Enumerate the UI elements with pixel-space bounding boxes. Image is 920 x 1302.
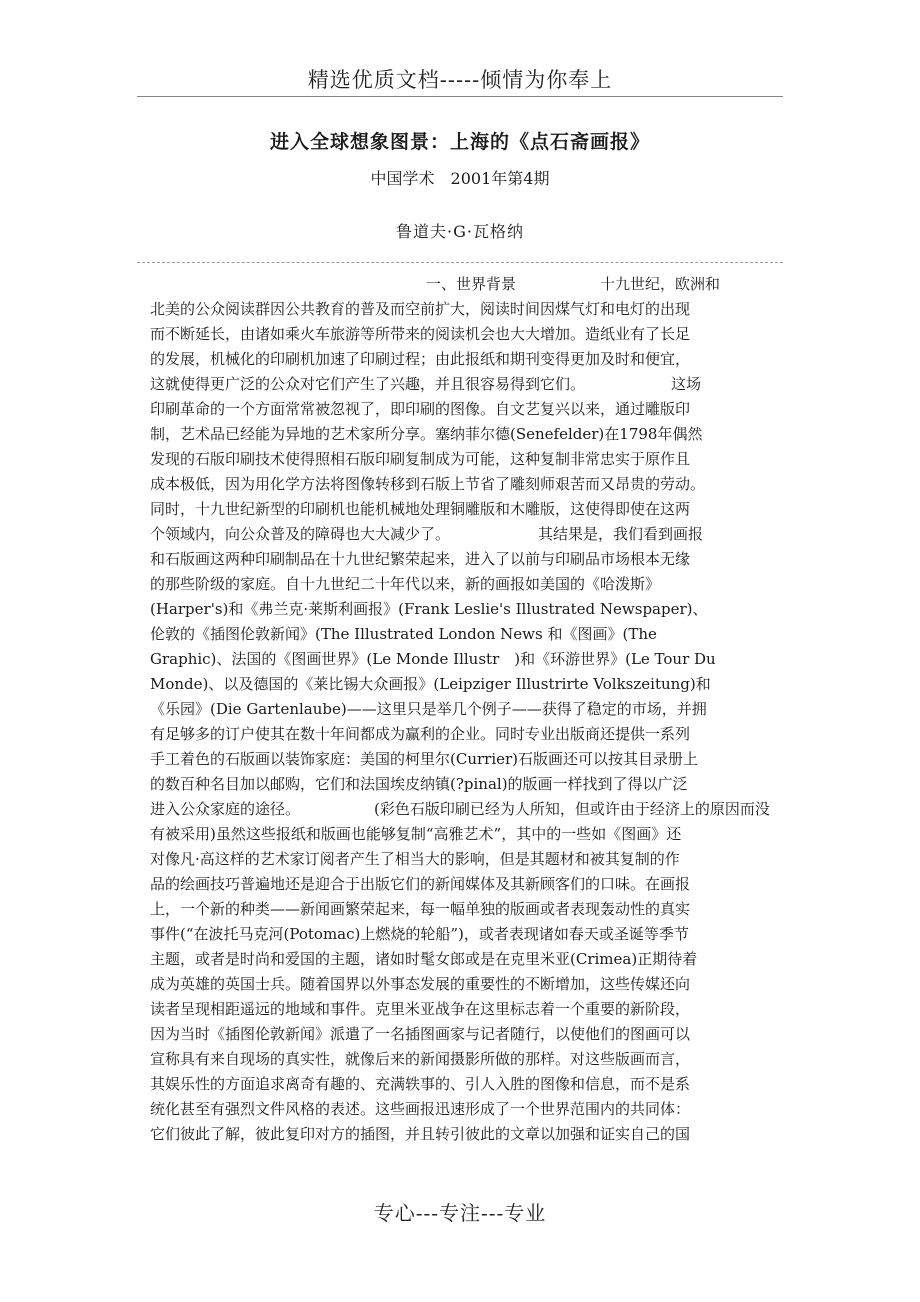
- article-source: 中国学术 2001年第4期: [370, 169, 550, 188]
- body-line: 的数百种名目加以邮购，它们和法国埃皮纳镇(?pinal)的版画一样找到了得以广泛: [150, 775, 688, 793]
- header-divider: [137, 96, 783, 97]
- body-line: Monde)、以及德国的《莱比锡大众画报》(Leipziger Illustrirte Volkszeitung)和: [150, 675, 711, 693]
- paragraph-start: 十九世纪，欧洲和: [600, 275, 721, 293]
- body-line: 统化甚至有强烈文件风格的表述。这些画报迅速形成了一个世界范围内的共同体：: [150, 1100, 691, 1118]
- body-line: 因为当时《插图伦敦新闻》派遣了一名插图画家与记者随行，以使他们的图画可以: [150, 1025, 691, 1043]
- body-line: 其娱乐性的方面追求离奇有趣的、充满轶事的、引人入胜的图像和信息，而不是系: [150, 1075, 691, 1093]
- body-line: 上，一个新的种类——新闻画繁荣起来，每一幅单独的版画或者表现轰动性的真实: [150, 900, 691, 918]
- page-header: 精选优质文档-----倾情为你奉上: [307, 68, 613, 92]
- article-author: 鲁道夫·G·瓦格纳: [396, 222, 524, 241]
- body-line: 品的绘画技巧普遍地还是迎合于出版它们的新闻媒体及其新顾客们的口味。在画报: [150, 875, 691, 893]
- body-line: 北美的公众阅读群因公共教育的普及而空前扩大，阅读时间因煤气灯和电灯的出现: [150, 300, 691, 318]
- body-line: 同时，十九世纪新型的印刷机也能机械地处理铜雕版和木雕版，这使得即使在这两: [150, 500, 691, 518]
- article-title: 进入全球想象图景：上海的《点石斋画报》: [269, 131, 650, 153]
- body-line: 读者呈现相距遥远的地域和事件。克里米亚战争在这里标志着一个重要的新阶段，: [150, 1000, 691, 1018]
- body-line: 和石版画这两种印刷制品在十九世纪繁荣起来，进入了以前与印刷品市场根本无缘: [150, 550, 691, 568]
- body-line: 对像凡·高这样的艺术家订阅者产生了相当大的影响，但是其题材和被其复制的作: [150, 850, 680, 868]
- article-body: [150, 272, 770, 1147]
- body-line: 的发展，机械化的印刷机加速了印刷过程；由此报纸和期刊变得更加及时和便宜，: [150, 350, 691, 368]
- body-line: 手工着色的石版画以装饰家庭：美国的柯里尔(Currier)石版画还可以按其目录册上: [150, 750, 699, 768]
- body-line: [150, 272, 770, 297]
- body-line: 进入公众家庭的途径。 (彩色石版印刷已经为人所知，但或许由于经济上的原因而没: [150, 800, 770, 818]
- body-line: 这就使得更广泛的公众对它们产生了兴趣，并且很容易得到它们。 这场: [150, 375, 702, 393]
- body-line: 伦敦的《插图伦敦新闻》(The Illustrated London News 和《图画》(The: [150, 625, 657, 643]
- body-line: 制，艺术品已经能为异地的艺术家所分享。塞纳菲尔德(Senefelder)在1798年偶然: [150, 425, 703, 443]
- body-line: 成为英雄的英国士兵。随着国界以外事态发展的重要性的不断增加，这些传媒还向: [150, 975, 691, 993]
- body-line: 有足够多的订户使其在数十年间都成为赢利的企业。同时专业出版商还提供一系列: [150, 725, 691, 743]
- body-line: 有被采用)虽然这些报纸和版画也能够复制“高雅艺术”，其中的一些如《图画》还: [150, 825, 682, 843]
- body-line: 它们彼此了解，彼此复印对方的插图，并且转引彼此的文章以加强和证实自己的国: [150, 1125, 691, 1143]
- title-divider: [137, 262, 783, 263]
- body-line: 个领域内，向公众普及的障碍也大大减少了。 其结果是，我们看到画报: [150, 525, 704, 543]
- body-line: 发现的石版印刷技术使得照相石版印刷复制成为可能，这种复制非常忠实于原作且: [150, 450, 691, 468]
- body-line: (Harper's)和《弗兰克·莱斯利画报》(Frank Leslie's Illustrated Newspaper)、: [150, 600, 708, 618]
- body-line: 宣称具有来自现场的真实性，就像后来的新闻摄影所做的那样。对这些版画而言，: [150, 1050, 691, 1068]
- body-line: 的那些阶级的家庭。自十九世纪二十年代以来，新的画报如美国的《哈泼斯》: [150, 575, 661, 593]
- body-line: 成本极低，因为用化学方法将图像转移到石版上节省了雕刻师艰苦而又昂贵的劳动。: [150, 475, 706, 493]
- section-heading: 一、世界背景: [426, 275, 517, 293]
- body-line: 《乐园》(Die Gartenlaube)——这里只是举几个例子——获得了稳定的市场，并拥: [150, 700, 707, 718]
- body-line: 而不断延长，由诸如乘火车旅游等所带来的阅读机会也大大增加。造纸业有了长足: [150, 325, 691, 343]
- body-line: Graphic)、法国的《图画世界》(Le Monde Illustr )和《环游世界》(Le Tour Du: [150, 650, 716, 668]
- page-footer: 专心---专注---专业: [373, 1201, 547, 1225]
- body-line: 印刷革命的一个方面常常被忽视了，即印刷的图像。自文艺复兴以来，通过雕版印: [150, 400, 691, 418]
- body-line: 主题，或者是时尚和爱国的主题，诸如时髦女郎或是在克里米亚(Crimea)正期待着: [150, 950, 698, 968]
- body-line: 事件(“在波托马克河(Potomac)上燃烧的轮船”)，或者表现诸如春天或圣诞等季节: [150, 925, 689, 943]
